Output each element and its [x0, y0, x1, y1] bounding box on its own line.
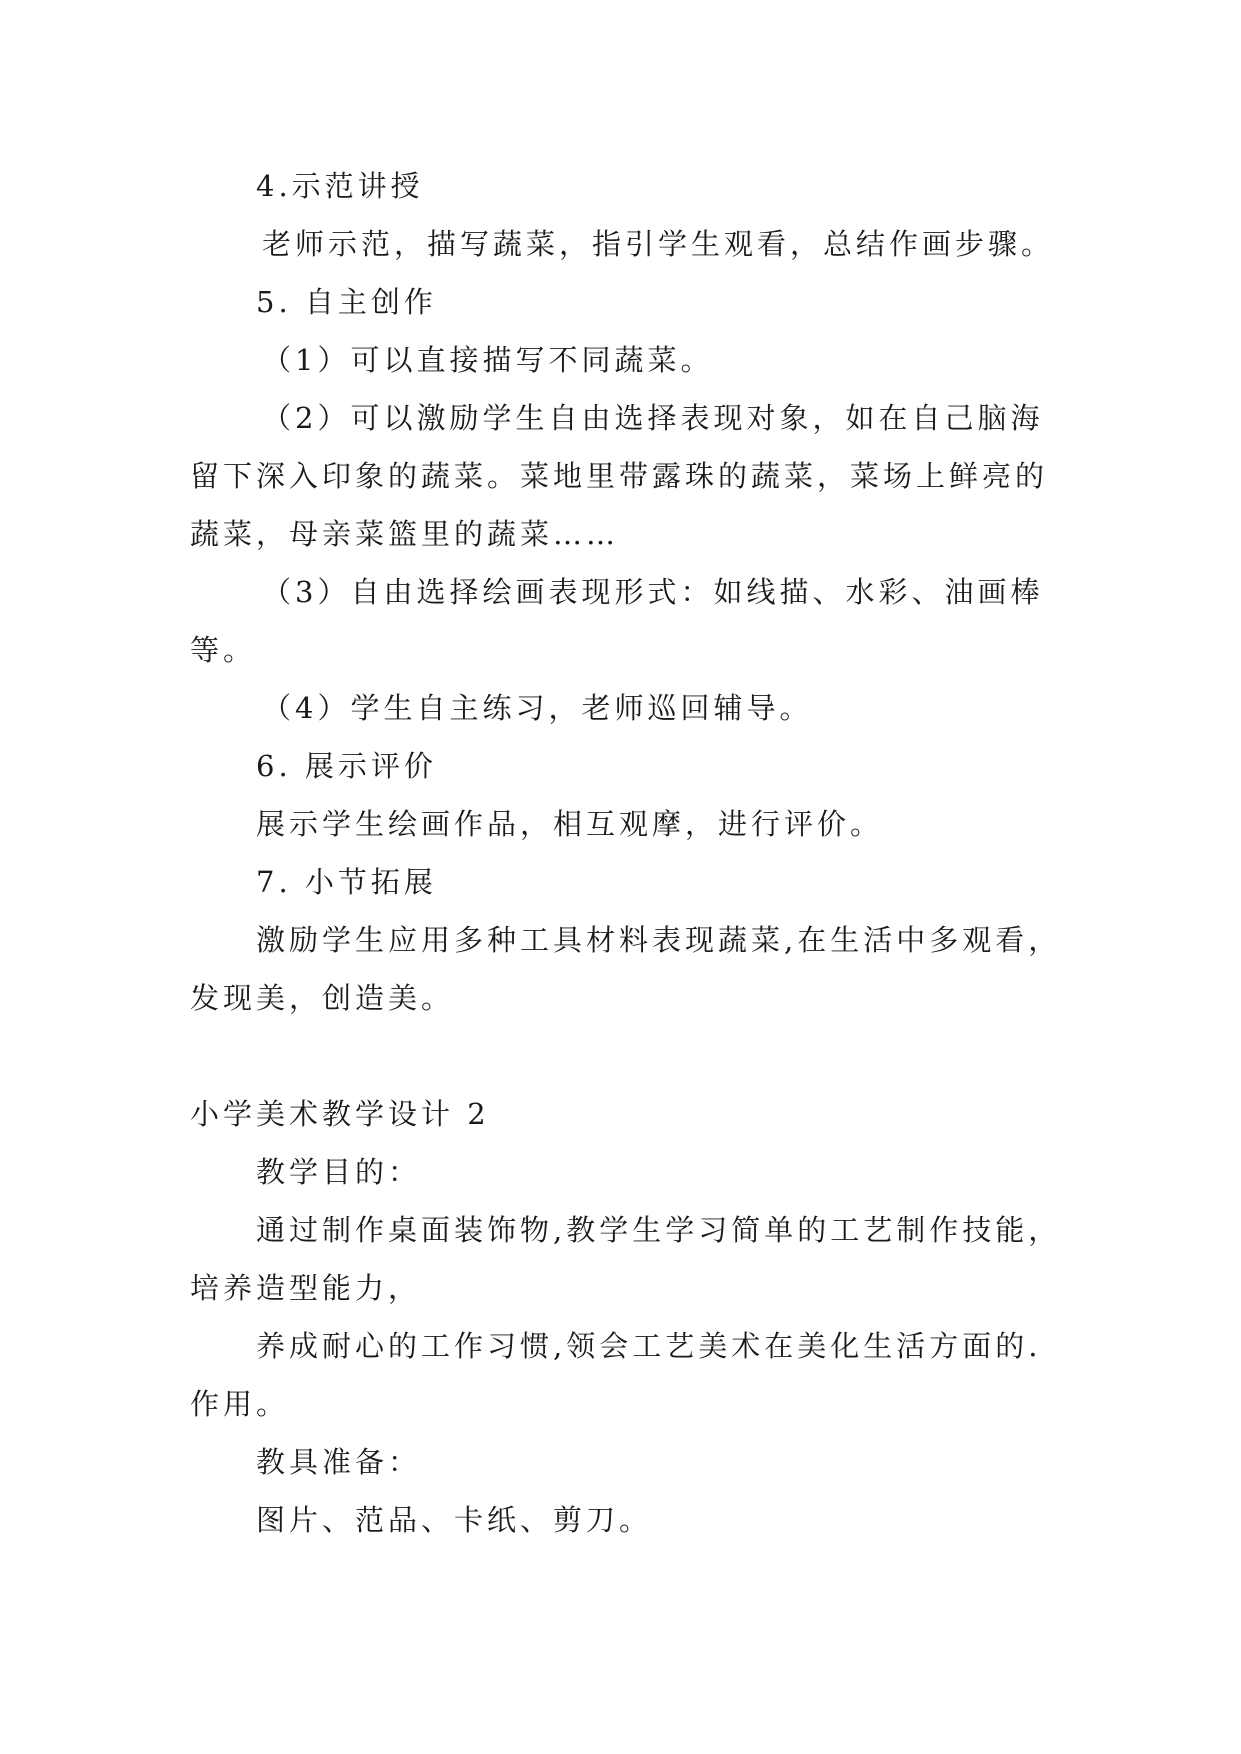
item2-line1: （2）可以激励学生自由选择表现对象，如在自己脑海: [262, 401, 1044, 435]
item1-text: （1）可以直接描写不同蔬菜。: [262, 343, 714, 377]
item3-line1: （3）自由选择绘画表现形式：如线描、水彩、油画棒: [262, 575, 1044, 609]
section7-heading: 7. 小节拓展: [256, 865, 437, 899]
item3-line2: 等。: [190, 633, 257, 667]
item2-line2: 留下深入印象的蔬菜。菜地里带露珠的蔬菜，菜场上鲜亮的: [190, 459, 1049, 493]
design2-title: 小学美术教学设计 2: [190, 1097, 490, 1131]
section4-body: 老师示范，描写蔬菜，指引学生观看，总结作画步骤。: [262, 227, 1055, 261]
goal-line4: 作用。: [190, 1387, 290, 1421]
section6-heading: 6. 展示评价: [256, 749, 437, 783]
section6-body: 展示学生绘画作品，相互观摩，进行评价。: [256, 807, 884, 841]
section5-heading: 5. 自主创作: [256, 285, 437, 319]
item2-line3: 蔬菜，母亲菜篮里的蔬菜……: [190, 517, 620, 551]
goal-line2: 培养造型能力，: [190, 1271, 422, 1305]
tools-heading: 教具准备：: [256, 1445, 422, 1479]
section7-body-line2: 发现美，创造美。: [190, 981, 455, 1015]
item4-text: （4）学生自主练习，老师巡回辅导。: [262, 691, 813, 725]
section4-heading: 4.示范讲授: [256, 169, 424, 203]
tools-body: 图片、范品、卡纸、剪刀。: [256, 1503, 653, 1537]
goal-heading: 教学目的：: [256, 1155, 422, 1189]
section7-body-line1: 激励学生应用多种工具材料表现蔬菜,在生活中多观看，: [256, 923, 1062, 957]
goal-line1: 通过制作桌面装饰物,教学生学习简单的工艺制作技能，: [256, 1213, 1062, 1247]
goal-line3: 养成耐心的工作习惯,领会工艺美术在美化生活方面的.: [256, 1329, 1042, 1363]
